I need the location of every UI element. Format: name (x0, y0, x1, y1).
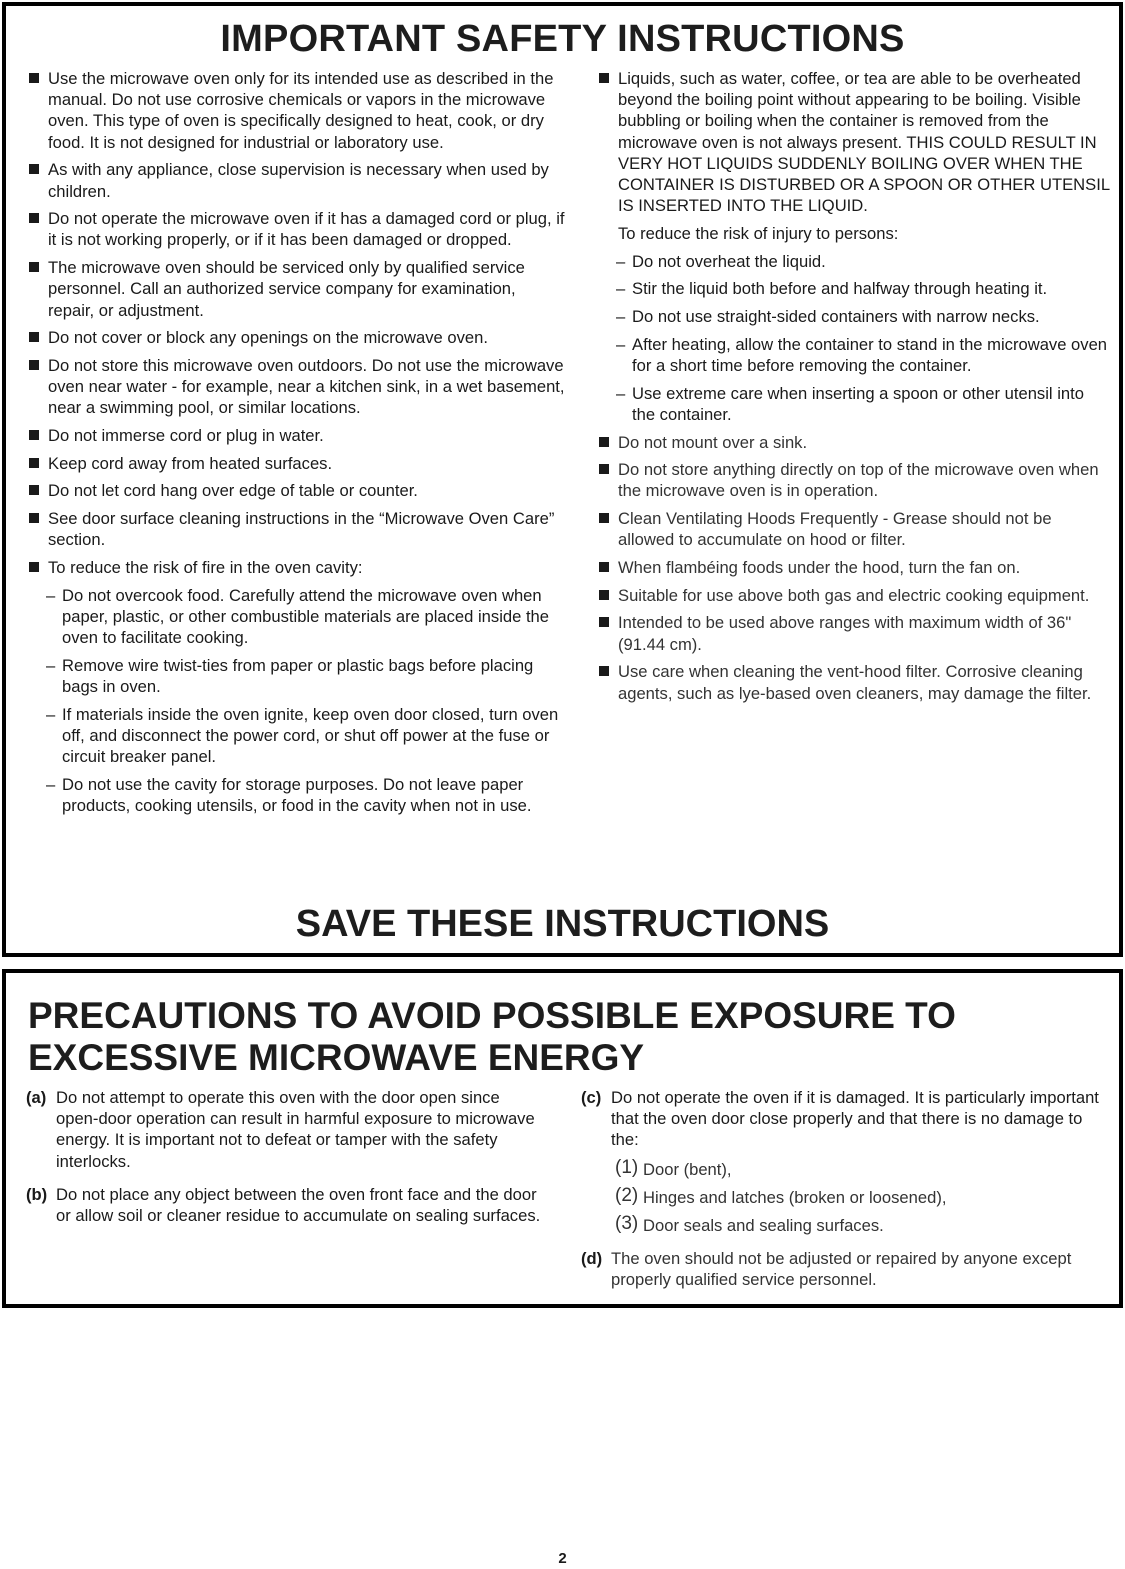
precautions-title (28, 995, 1108, 1079)
sub-item (26, 655, 566, 697)
precautions-title-line1: PRECAUTIONS TO AVOID POSSIBLE EXPOSURE TO (28, 995, 956, 1036)
numbered-label: (1) (615, 1156, 639, 1178)
numbered-text: Hinges and latches (broken or loosened), (643, 1187, 947, 1207)
precaution-label: (a) (26, 1088, 47, 1107)
bullet-item: Do not cover or block any openings on the microwave oven. (26, 327, 566, 348)
safety-left-column (26, 68, 566, 823)
precautions-right-column (581, 1087, 1106, 1303)
bullet-item: Use the microwave oven only for its intended use as described in the manual. Do not use corrosive chemicals or vapors in the microwave oven. This type of oven is specifically designed to heat, cook, or dry food. It is not designed for industrial or laboratory use. (26, 68, 566, 153)
bullet-item: Liquids, such as water, coffee, or tea are able to be overheated beyond the boiling point without appearing to be boiling. Visible bubbling or boiling when the container is removed from the microwave oven is not always present. THIS COULD RESULT IN VERY HOT LIQUIDS SUDDENLY BOILING OVER WHEN THE CONTAINER IS DISTURBED OR A SPOON OR OTHER UTENSIL IS INSERTED INTO THE LIQUID. (596, 68, 1110, 216)
sub-item-text: Do not overcook food. Carefully attend the microwave oven when paper, plastic, or other combustible materials are placed inside the oven to facilitate cooking. (62, 585, 550, 648)
bullet-item: When flambéing foods under the hood, turn the fan on. (596, 557, 1110, 578)
dash: – (616, 279, 626, 299)
bullet-item: Do not operate the microwave oven if it has a damaged cord or plug, if it is not working properly, or if it has been damaged or dropped. (26, 208, 566, 250)
dash: – (46, 704, 56, 724)
precaution-text: Do not attempt to operate this oven with the door open since open-door operation can result in harmful exposure to microwave energy. It is important not to defeat or tamper with the safety interlocks. (56, 1088, 535, 1171)
sub-item (26, 704, 566, 768)
sub-item (596, 306, 1110, 327)
bullet-item: Do not store this microwave oven outdoors. Do not use the microwave oven near water - for example, near a kitchen sink, in a wet basement, near a swimming pool, or similar locations. (26, 355, 566, 419)
sub-item-text: Do not overheat the liquid. (632, 251, 826, 271)
sub-item (596, 278, 1110, 299)
precaution-label: (c) (581, 1088, 602, 1107)
sub-item (596, 251, 1110, 272)
bullet-item: Do not immerse cord or plug in water. (26, 425, 566, 446)
precaution-label: (d) (581, 1249, 603, 1269)
precaution-item (26, 1184, 546, 1226)
precautions-title-line2: EXCESSIVE MICROWAVE ENERGY (28, 1037, 645, 1078)
sub-item-text: Do not use straight-sided containers with narrow necks. (632, 307, 1040, 327)
precaution-label: (b) (26, 1184, 48, 1204)
dash: – (616, 307, 626, 327)
bullet-item: Suitable for use above both gas and electric cooking equipment. (596, 585, 1110, 606)
numbered-item (581, 1184, 1106, 1208)
precautions-left-column (26, 1087, 546, 1238)
safety-instructions-box (2, 2, 1123, 957)
bullet-item: See door surface cleaning instructions in the “Microwave Oven Care” section. (26, 508, 566, 550)
dash: – (46, 655, 56, 675)
safety-title: IMPORTANT SAFETY INSTRUCTIONS (220, 18, 905, 60)
sub-item (26, 774, 566, 816)
numbered-label: (2) (615, 1184, 639, 1206)
dash: – (616, 334, 626, 354)
sub-item (26, 585, 566, 649)
bullet-item: To reduce the risk of fire in the oven cavity: (26, 557, 566, 578)
bullet-item: Clean Ventilating Hoods Frequently - Grease should not be allowed to accumulate on hood or filter. (596, 508, 1110, 550)
sub-item-text: Remove wire twist-ties from paper or plastic bags before placing bags in oven. (62, 655, 534, 697)
sub-item-text: After heating, allow the container to stand in the microwave oven for a short time before removing the container. (632, 334, 1108, 375)
precautions-box (2, 969, 1123, 1308)
bullet-item: Do not store anything directly on top of the microwave oven when the microwave oven is in operation. (596, 459, 1110, 501)
numbered-item (581, 1215, 1106, 1236)
dash: – (616, 383, 626, 403)
page-number: 2 (558, 1550, 567, 1567)
sub-item-text: Use extreme care when inserting a spoon or other utensil into the container. (632, 383, 1084, 424)
bullet-item: Do not mount over a sink. (596, 432, 1110, 453)
dash: – (46, 774, 56, 794)
bullet-item: Keep cord away from heated surfaces. (26, 453, 566, 474)
bullet-item: Intended to be used above ranges with maximum width of 36" (91.44 cm). (596, 612, 1110, 654)
paragraph: To reduce the risk of injury to persons: (618, 223, 899, 243)
safety-right-column (596, 68, 1110, 710)
precaution-text: The oven should not be adjusted or repaired by anyone except properly qualified service personnel. (611, 1249, 1072, 1290)
precaution-item (581, 1087, 1106, 1151)
precaution-text: Do not operate the oven if it is damaged. It is particularly important that the oven door close properly and that there is no damage to the: (611, 1088, 1099, 1150)
sub-item-text: Stir the liquid both before and halfway through heating it. (632, 279, 1048, 299)
numbered-item (581, 1156, 1106, 1180)
precaution-item (26, 1087, 546, 1172)
dash: – (46, 585, 56, 605)
sub-item-text: Do not use the cavity for storage purposes. Do not leave paper products, cooking utensils, or food in the cavity when not in use. (62, 774, 532, 816)
sub-item (596, 383, 1110, 425)
bullet-item: As with any appliance, close supervision is necessary when used by children. (26, 159, 566, 201)
dash: – (616, 251, 626, 271)
bullet-item: Do not let cord hang over edge of table or counter. (26, 480, 566, 501)
precaution-text: Do not place any object between the oven front face and the door or allow soil or cleaner residue to accumulate on sealing surfaces. (56, 1184, 541, 1226)
sub-item (596, 334, 1110, 376)
bullet-item: The microwave oven should be serviced only by qualified service personnel. Call an authorized service company for examination, repair, or adjustment. (26, 257, 566, 321)
sub-item-text: If materials inside the oven ignite, keep oven door closed, turn oven off, and disconnect the power cord, or shut off power at the fuse or circuit breaker panel. (62, 704, 559, 767)
save-instructions-footer: SAVE THESE INSTRUCTIONS (295, 903, 830, 945)
numbered-text: Door (bent), (643, 1159, 732, 1179)
numbered-label: (3) (615, 1213, 639, 1235)
precaution-item (581, 1248, 1106, 1290)
bullet-item: Use care when cleaning the vent-hood filter. Corrosive cleaning agents, such as lye-based oven cleaners, may damage the filter. (596, 661, 1110, 703)
numbered-text: Door seals and sealing surfaces. (643, 1216, 884, 1236)
